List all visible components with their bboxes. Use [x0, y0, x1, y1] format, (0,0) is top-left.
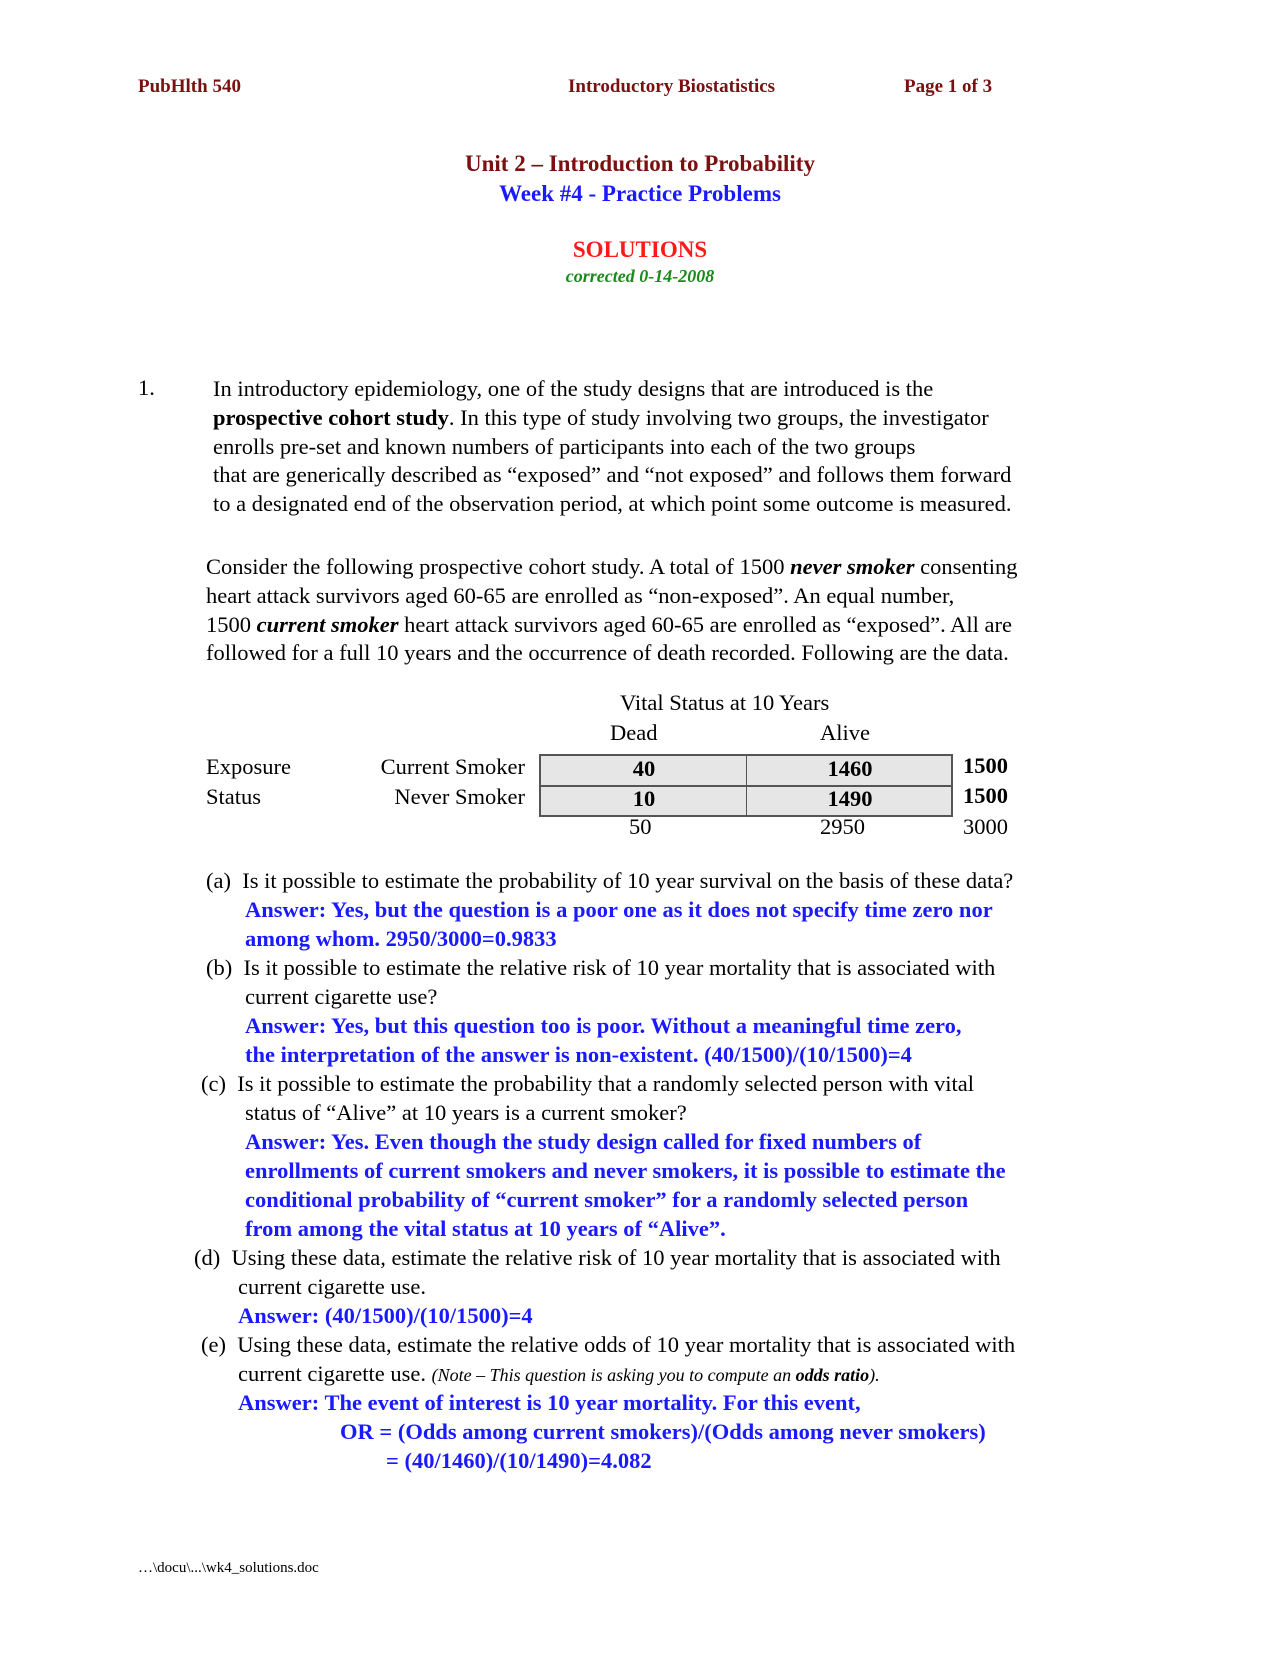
col-header-alive: Alive	[820, 720, 870, 745]
scenario-line: followed for a full 10 years and the occurrence of death recorded. Following are the data.	[206, 640, 1009, 666]
footer-file-path: …\docu\...\wk4_solutions.doc	[138, 1560, 319, 1576]
cell-current-dead: 40	[632, 756, 656, 781]
emphasis-never-smoker: never smoker	[790, 554, 915, 579]
odds-ratio-note	[432, 1365, 880, 1385]
intro-line: enrolls pre-set and known numbers of participants into each of the two groups	[213, 433, 916, 459]
scenario-text: 1500	[206, 611, 257, 637]
part-e-question-line	[238, 1360, 880, 1390]
header-course: PubHlth 540	[138, 76, 241, 97]
part-e-answer-formula: OR = (Odds among current smokers)/(Odds among never smokers)	[340, 1419, 986, 1444]
grand-total: 3000	[963, 814, 1008, 839]
part-b-answer-line: the interpretation of the answer is non-existent. (40/1500)/(10/1500)=4	[245, 1042, 912, 1067]
note-key-term: odds ratio	[795, 1365, 870, 1385]
unit-title: Unit 2 – Introduction to Probability	[465, 151, 815, 176]
part-b-answer-line: Answer: Yes, but this question too is poor. Without a meaningful time zero,	[245, 1013, 962, 1038]
contingency-table-grid	[539, 754, 953, 817]
part-b-question-line: current cigarette use?	[245, 984, 438, 1009]
scenario-text: Consider the following prospective cohort study. A total of 1500	[206, 554, 791, 579]
part-d-question	[194, 1244, 1001, 1273]
part-e-question	[201, 1331, 1015, 1360]
part-b-question	[206, 954, 995, 983]
part-a-answer-line: Answer: Yes, but the question is a poor one as it does not specify time zero nor	[245, 897, 993, 922]
cell-never-alive: 1490	[827, 786, 873, 811]
cell-never-dead: 10	[632, 786, 656, 811]
part-label: (d)	[194, 1245, 221, 1270]
intro-line: to a designated end of the observation period, at which point some outcome is measured.	[213, 491, 1012, 517]
corrected-date: corrected 0-14-2008	[565, 266, 715, 286]
part-label: (a)	[206, 868, 231, 893]
part-a-question	[206, 867, 1013, 896]
intro-line: that are generically described as “exposed” and “not exposed” and follows them forward	[213, 462, 1012, 488]
part-c-answer-line: conditional probability of “current smoker” for a randomly selected person	[245, 1187, 969, 1212]
part-d-question-line: current cigarette use.	[238, 1274, 427, 1299]
scenario-text: heart attack survivors aged 60-65 are enrolled as “exposed”. All are	[398, 611, 1013, 637]
question-text: Is it possible to estimate the probability that a randomly selected person with vital	[237, 1071, 974, 1096]
header-subject: Introductory Biostatistics	[568, 76, 776, 97]
intro-line	[213, 404, 1012, 433]
col-total-alive: 2950	[820, 814, 865, 839]
scenario-line	[206, 553, 1018, 582]
intro-text: . In this type of study involving two groups, the investigator	[448, 404, 989, 430]
header-page-number: Page 1 of 3	[904, 76, 993, 97]
question-text: Is it possible to estimate the relative risk of 10 year mortality that is associated with	[243, 955, 996, 980]
scenario-text: consenting	[914, 554, 1018, 579]
part-c-question-line: status of “Alive” at 10 years is a current smoker?	[245, 1100, 687, 1125]
solutions-heading: SOLUTIONS	[572, 237, 708, 262]
part-c-question	[201, 1070, 974, 1099]
question-text: Is it possible to estimate the probability of 10 year survival on the basis of these data?	[242, 868, 1014, 893]
scenario-line: heart attack survivors aged 60-65 are enrolled as “non-exposed”. An equal number,	[206, 582, 955, 608]
part-c-answer-line: Answer: Yes. Even though the study design called for fixed numbers of	[245, 1129, 922, 1154]
emphasis-current-smoker: current smoker	[256, 611, 399, 637]
part-d-answer-line: Answer: (40/1500)/(10/1500)=4	[238, 1303, 533, 1328]
question-text: Using these data, estimate the relative risk of 10 year mortality that is associated with	[231, 1245, 1001, 1270]
note-text: ).	[869, 1365, 880, 1385]
part-c-answer-line: enrollments of current smokers and never smokers, it is possible to estimate the	[245, 1158, 1006, 1183]
row-label-never-smoker: Never Smoker	[394, 784, 525, 809]
cell-current-alive: 1460	[827, 756, 873, 781]
week-title: Week #4 - Practice Problems	[499, 181, 781, 206]
part-label: (c)	[201, 1071, 226, 1096]
intro-line: In introductory epidemiology, one of the study designs that are introduced is the	[213, 376, 934, 401]
question-text: Using these data, estimate the relative odds of 10 year mortality that is associated with	[237, 1332, 1016, 1357]
part-c-answer-line: from among the vital status at 10 years of “Alive”.	[245, 1216, 726, 1241]
scenario-paragraph	[206, 553, 1018, 668]
row-group-label-1: Exposure	[206, 754, 291, 779]
col-total-dead: 50	[629, 814, 652, 839]
col-header-dead: Dead	[610, 720, 658, 745]
question-text: current cigarette use.	[238, 1361, 432, 1386]
problem-intro-paragraph	[213, 375, 1012, 519]
key-term: prospective cohort study	[213, 404, 449, 430]
table-title: Vital Status at 10 Years	[620, 690, 830, 715]
row-label-current-smoker: Current Smoker	[380, 754, 525, 779]
scenario-line	[206, 611, 1018, 640]
part-label: (b)	[206, 955, 233, 980]
part-label: (e)	[201, 1332, 226, 1357]
problem-number: 1.	[138, 375, 155, 400]
part-a-answer-line: among whom. 2950/3000=0.9833	[245, 926, 557, 951]
row-total-current: 1500	[963, 753, 1008, 778]
row-group-label-2: Status	[206, 784, 262, 809]
note-text: (Note – This question is asking you to compute an	[431, 1365, 796, 1385]
part-e-answer-result: = (40/1460)/(10/1490)=4.082	[386, 1448, 652, 1473]
row-total-never: 1500	[963, 783, 1008, 808]
part-e-answer-line: Answer: The event of interest is 10 year mortality. For this event,	[238, 1390, 861, 1415]
